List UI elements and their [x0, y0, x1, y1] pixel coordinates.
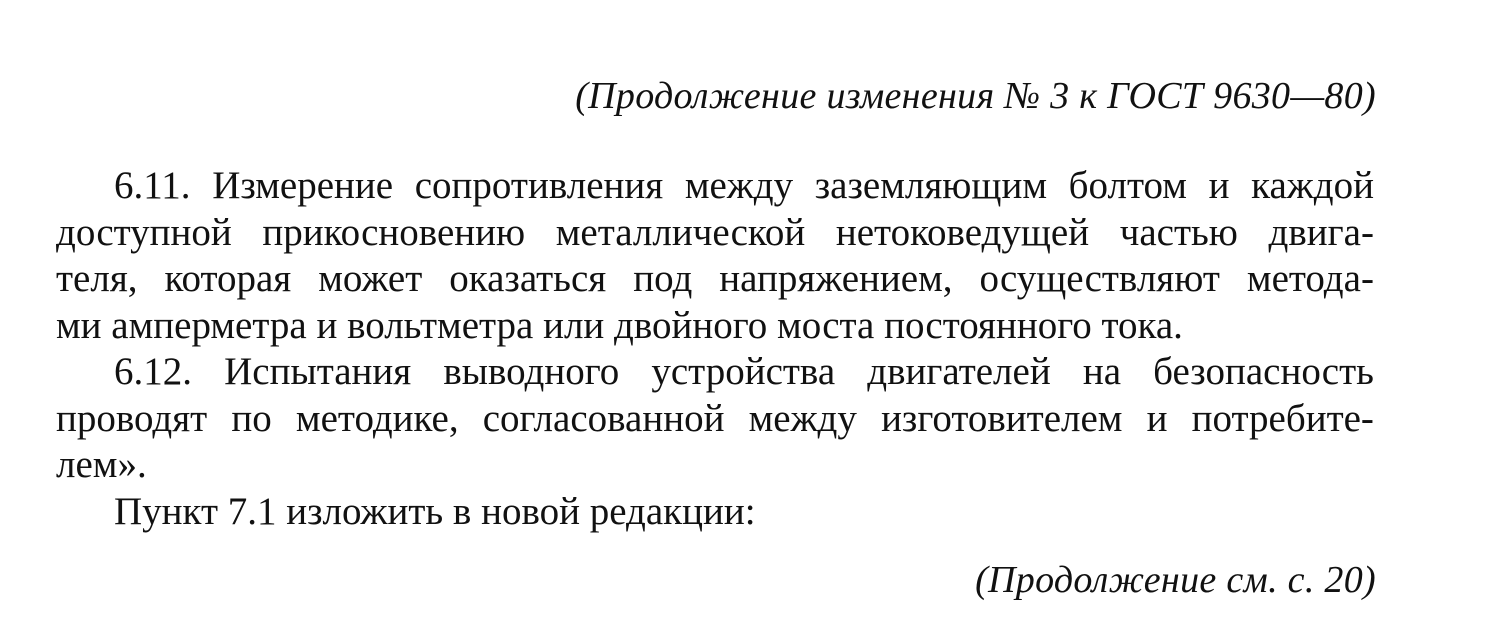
paragraph-line	[56, 349, 1374, 396]
paragraph-6-12	[56, 349, 1374, 489]
line-text: ми амперметра и вольтметра или двойного моста постоянного тока.	[56, 303, 1183, 347]
word: может	[318, 257, 423, 300]
word: Испытания	[224, 350, 412, 393]
word: под	[633, 257, 693, 300]
line-text: Пункт 7.1 изложить в новой редакции:	[114, 489, 756, 533]
word: металлической	[555, 210, 806, 254]
running-header: (Продолжение изменения № 3 к ГОСТ 9630—80)	[575, 75, 1376, 117]
word: двига-	[1268, 210, 1374, 254]
word: устройства	[651, 350, 836, 393]
word: изготовителем	[881, 396, 1123, 440]
word: 6.11.	[114, 164, 191, 207]
word: которая	[164, 257, 292, 300]
word: прикосновению	[262, 210, 526, 254]
word: между	[684, 164, 794, 207]
word: согласованной	[482, 396, 725, 440]
paragraph-line	[56, 303, 1374, 350]
word: и	[1146, 396, 1168, 440]
line-text: лем».	[56, 443, 147, 486]
word: потребите-	[1191, 396, 1374, 440]
word: заземляющим	[814, 164, 1048, 207]
document-body	[56, 163, 1374, 535]
word: на	[1082, 350, 1122, 393]
word: напряжением,	[719, 257, 953, 300]
paragraph-6-11	[56, 163, 1374, 349]
word: осуществляют	[979, 257, 1220, 300]
word: оказаться	[449, 257, 607, 300]
word: и	[1208, 164, 1230, 207]
word: Измерение	[212, 164, 394, 207]
paragraph-line	[56, 163, 1374, 210]
word: проводят	[56, 396, 208, 440]
word: метода-	[1246, 257, 1374, 300]
word: частью	[1119, 210, 1238, 254]
word: каждой	[1251, 164, 1374, 207]
word: методике,	[295, 396, 459, 440]
word: болтом	[1068, 164, 1187, 207]
paragraph-line	[56, 396, 1374, 443]
paragraph-line	[56, 210, 1374, 257]
word: безопасность	[1153, 350, 1374, 393]
word: сопротивления	[414, 164, 664, 207]
word: теля,	[56, 257, 138, 300]
word: нетоковедущей	[835, 210, 1090, 254]
continuation-note: (Продолжение см. с. 20)	[975, 559, 1376, 601]
paragraph-line	[56, 489, 1374, 536]
word: доступной	[56, 210, 232, 254]
paragraph-line	[56, 442, 1374, 489]
paragraph-line	[56, 256, 1374, 303]
word: по	[231, 396, 272, 440]
word: 6.12.	[114, 350, 192, 393]
paragraph-7-1-instruction	[56, 489, 1374, 536]
word: между	[748, 396, 857, 440]
word: двигателей	[867, 350, 1051, 393]
word: выводного	[443, 350, 620, 393]
